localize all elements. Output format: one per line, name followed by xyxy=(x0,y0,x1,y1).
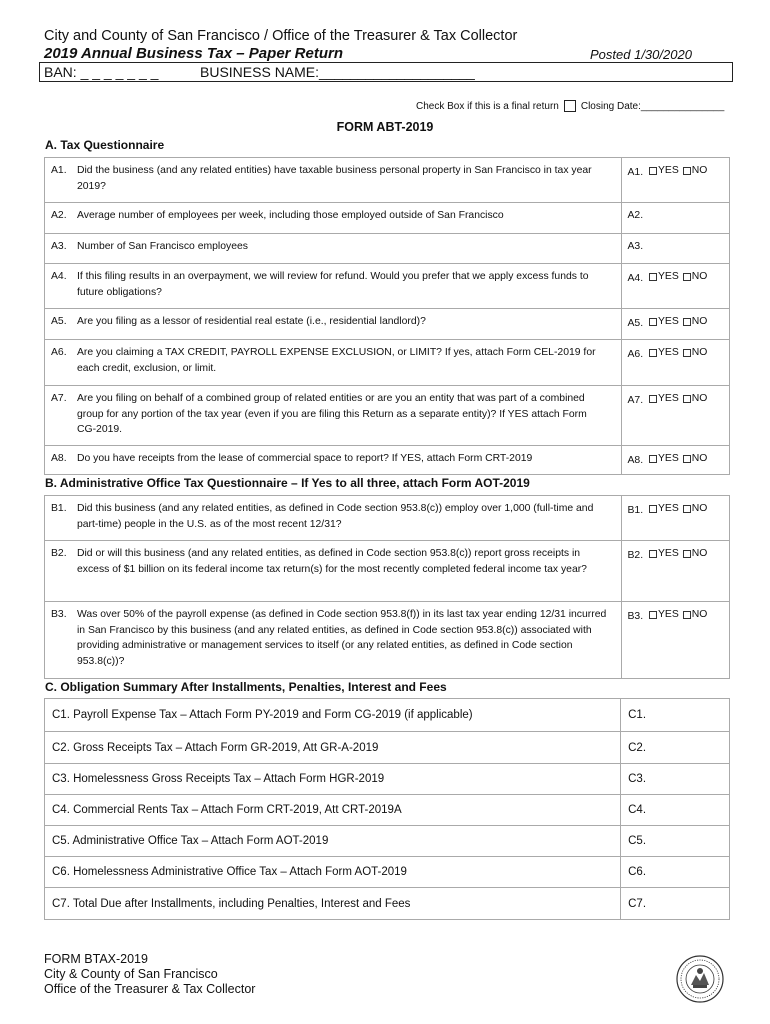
answer-cell[interactable]: C4. xyxy=(621,795,730,826)
obligation-label: C5. Administrative Office Tax – Attach Form AOT-2019 xyxy=(45,826,621,857)
row-number: B1. xyxy=(51,503,67,514)
table-row xyxy=(45,446,730,475)
obligation-label: C7. Total Due after Installments, including Penalties, Interest and Fees xyxy=(45,888,621,920)
answer-cell[interactable]: C7. xyxy=(621,888,730,920)
table-row xyxy=(45,764,730,795)
table-row xyxy=(45,340,730,386)
table-row xyxy=(45,888,730,920)
table-row xyxy=(45,203,730,234)
section-c-table xyxy=(44,698,730,920)
question-text: Was over 50% of the payroll expense (as defined in Code section 953.8(f)) in its last tax year ending 12/31 incurred in San Francisco by this business (and any related entities, as defined in Code section 953.8(c)) associated with providing administrative or management services to itself (or any related entities, as defined in Code section 953.8(c))? xyxy=(77,609,607,667)
answer-cell[interactable]: A8. YES NO xyxy=(621,446,730,475)
obligation-label: C1. Payroll Expense Tax – Attach Form PY-2019 and Form CG-2019 (if applicable) xyxy=(45,699,621,732)
answer-cell[interactable]: C5. xyxy=(621,826,730,857)
posted-date: Posted 1/30/2020 xyxy=(590,47,692,62)
checkbox-icon[interactable] xyxy=(649,273,657,281)
question-text: Number of San Francisco employees xyxy=(77,241,248,252)
question-text: Did the business (and any related entities) have taxable business personal property in San Francisco in tax year 2019? xyxy=(77,165,592,192)
table-row xyxy=(45,699,730,732)
table-row xyxy=(45,386,730,446)
agency-line: City and County of San Francisco / Office of the Treasurer & Tax Collector xyxy=(44,28,518,44)
table-row xyxy=(45,826,730,857)
answer-cell[interactable]: A6. YES NO xyxy=(621,340,730,386)
answer-cell[interactable]: A4. YES NO xyxy=(621,264,730,309)
row-number: A5. xyxy=(51,316,67,327)
question-text: If this filing results in an overpayment, we will review for refund. Would you prefer that we apply excess funds to future obligations? xyxy=(77,271,589,298)
answer-cell[interactable]: A2. xyxy=(621,203,730,234)
question-text: Are you claiming a TAX CREDIT, PAYROLL EXPENSE EXCLUSION, or LIMIT? If yes, attach Form CEL-2019 for each credit, exclusion, or limit. xyxy=(77,347,596,374)
obligation-label: C6. Homelessness Administrative Office Tax – Attach Form AOT-2019 xyxy=(45,857,621,888)
question-text: Did this business (and any related entities, as defined in Code section 953.8(c)) employ over 1,000 (full-time and part-time) people in the U.S. as of the most recent 12/31? xyxy=(77,503,594,530)
checkbox-icon[interactable] xyxy=(683,349,691,357)
table-row xyxy=(45,732,730,764)
city-seal-icon xyxy=(676,955,724,1003)
row-number: A1. xyxy=(51,165,67,176)
answer-cell[interactable]: B1. YES NO xyxy=(621,496,730,541)
checkbox-icon[interactable] xyxy=(683,318,691,326)
checkbox-icon[interactable] xyxy=(649,349,657,357)
checkbox-icon[interactable] xyxy=(649,455,657,463)
checkbox-icon[interactable] xyxy=(683,611,691,619)
row-number: B3. xyxy=(51,609,67,620)
obligation-label: C2. Gross Receipts Tax – Attach Form GR-2019, Att GR-A-2019 xyxy=(45,732,621,764)
obligation-label: C4. Commercial Rents Tax – Attach Form CRT-2019, Att CRT-2019A xyxy=(45,795,621,826)
answer-cell[interactable]: A5. YES NO xyxy=(621,309,730,340)
row-number: A8. xyxy=(51,453,67,464)
table-row xyxy=(45,795,730,826)
checkbox-icon[interactable] xyxy=(683,455,691,463)
answer-cell[interactable]: B2. YES NO xyxy=(621,541,730,602)
answer-cell[interactable]: C2. xyxy=(621,732,730,764)
table-row xyxy=(45,602,730,679)
row-number: A3. xyxy=(51,241,67,252)
footer-city: City & County of San Francisco xyxy=(44,967,218,981)
table-row xyxy=(45,309,730,340)
checkbox-icon[interactable] xyxy=(649,395,657,403)
row-number: B2. xyxy=(51,548,67,559)
form-title: FORM ABT-2019 xyxy=(336,120,434,134)
table-row xyxy=(45,264,730,309)
checkbox-icon[interactable] xyxy=(683,167,691,175)
checkbox-icon[interactable] xyxy=(649,167,657,175)
table-row xyxy=(45,857,730,888)
business-name-field[interactable]: BUSINESS NAME:____________________ xyxy=(200,64,475,80)
return-title: 2019 Annual Business Tax – Paper Return xyxy=(44,45,343,62)
question-text: Are you filing as a lessor of residential real estate (i.e., residential landlord)? xyxy=(77,316,426,327)
checkbox-icon[interactable] xyxy=(683,550,691,558)
final-return-row xyxy=(416,100,724,112)
answer-cell[interactable]: B3. YES NO xyxy=(621,602,730,679)
checkbox-icon[interactable] xyxy=(683,505,691,513)
section-b-heading: B. Administrative Office Tax Questionnaire – If Yes to all three, attach Form AOT-2019 xyxy=(45,476,530,490)
footer-form-id: FORM BTAX-2019 xyxy=(44,952,148,966)
checkbox-icon[interactable] xyxy=(649,505,657,513)
answer-cell[interactable]: C1. xyxy=(621,699,730,732)
question-text: Are you filing on behalf of a combined group of related entities or are you an entity that was part of a combined group for any portion of the tax year (even if you are filing this Return as a separate entity)? If YES attach Form CG-2019. xyxy=(77,393,587,436)
checkbox-icon[interactable] xyxy=(683,395,691,403)
question-text: Average number of employees per week, including those employed outside of San Francisco xyxy=(77,210,504,221)
row-number: A2. xyxy=(51,210,67,221)
final-return-checkbox[interactable] xyxy=(564,100,576,112)
question-text: Do you have receipts from the lease of commercial space to report? If YES, attach Form CRT-2019 xyxy=(77,453,533,464)
ban-business-box xyxy=(39,62,733,82)
table-row xyxy=(45,158,730,203)
closing-date-field[interactable]: Closing Date:_______________ xyxy=(580,100,725,112)
answer-cell[interactable]: A1. YES NO xyxy=(621,158,730,203)
table-row xyxy=(45,541,730,602)
table-row xyxy=(45,234,730,264)
table-row xyxy=(45,496,730,541)
checkbox-icon[interactable] xyxy=(649,550,657,558)
answer-cell[interactable]: C6. xyxy=(621,857,730,888)
checkbox-icon[interactable] xyxy=(649,318,657,326)
section-b-table xyxy=(44,495,730,679)
row-number: A6. xyxy=(51,347,67,358)
footer xyxy=(44,952,255,997)
section-a-heading: A. Tax Questionnaire xyxy=(45,138,165,152)
section-c-heading: C. Obligation Summary After Installments, Penalties, Interest and Fees xyxy=(45,680,447,694)
final-return-label: Check Box if this is a final return xyxy=(416,100,559,112)
row-number: A4. xyxy=(51,271,67,282)
checkbox-icon[interactable] xyxy=(649,611,657,619)
question-text: Did or will this business (and any related entities, as defined in Code section 953.8(c)) report gross receipts in excess of $1 billion on its federal income tax return(s) for the most recently completed federal income tax year? xyxy=(77,548,587,575)
checkbox-icon[interactable] xyxy=(683,273,691,281)
ban-field[interactable]: BAN: _ _ _ _ _ _ _ xyxy=(44,64,159,80)
answer-cell[interactable]: A3. xyxy=(621,234,730,264)
section-a-table xyxy=(44,157,730,475)
answer-cell[interactable]: A7. YES NO xyxy=(621,386,730,446)
footer-office: Office of the Treasurer & Tax Collector xyxy=(44,982,256,996)
row-number: A7. xyxy=(51,393,67,404)
obligation-label: C3. Homelessness Gross Receipts Tax – Attach Form HGR-2019 xyxy=(45,764,621,795)
answer-cell[interactable]: C3. xyxy=(621,764,730,795)
